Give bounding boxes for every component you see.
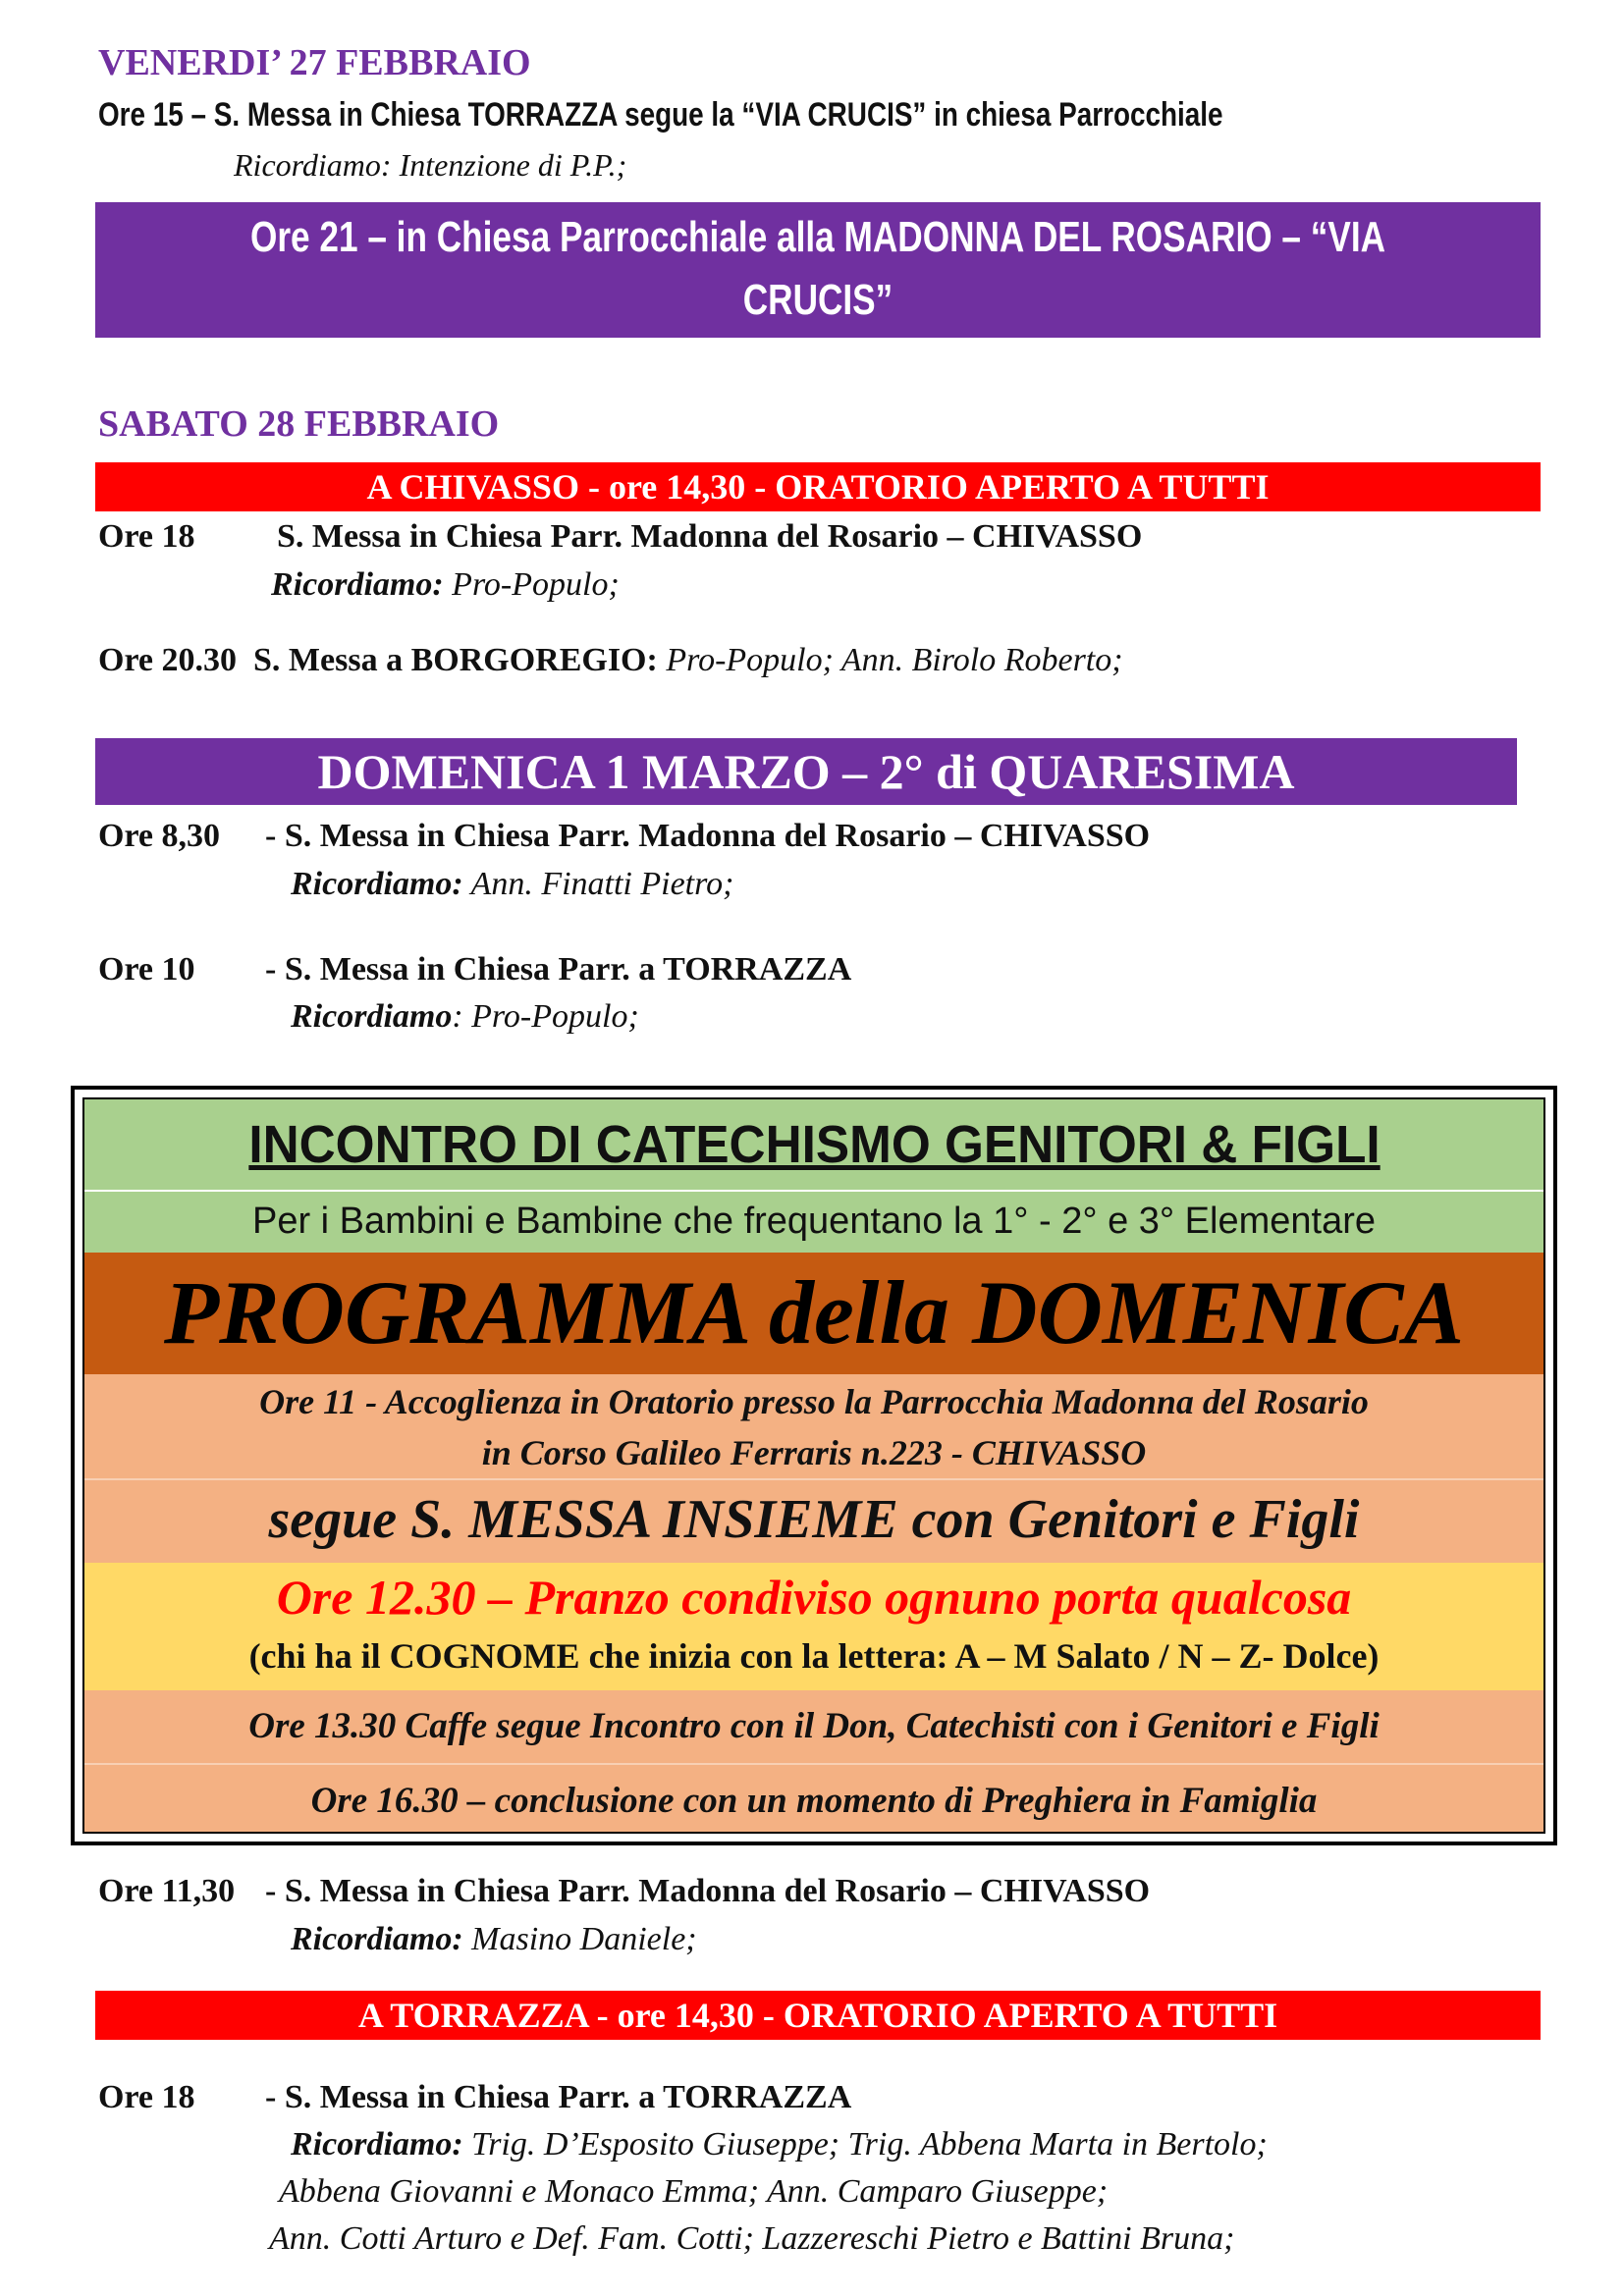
remember-label: Ricordiamo: xyxy=(291,2126,463,2163)
friday-banner-line1: Ore 21 – in Chiesa Parrocchiale alla MADONNA DEL ROSARIO – “VIA CRUCIS” xyxy=(249,213,1386,324)
sunday-mass3-remember xyxy=(291,1921,697,1958)
sunday-mass2-remember xyxy=(291,998,639,1036)
remember-label: Ricordiamo: xyxy=(291,1921,463,1957)
sunday-mass1-time: Ore 8,30 xyxy=(98,818,221,854)
program-title: PROGRAMMA della DOMENICA xyxy=(84,1253,1543,1374)
sunday-mass3-text: - S. Messa in Chiesa Parr. Madonna del Rosario – CHIVASSO xyxy=(265,1873,1151,1909)
saturday-mass1-text: S. Messa in Chiesa Parr. Madonna del Rosario – CHIVASSO xyxy=(277,518,1143,555)
catechism-subtitle: Per i Bambini e Bambine che frequentano la 1° - 2° e 3° Elementare xyxy=(84,1190,1543,1253)
remember-text: : Pro-Populo; xyxy=(452,998,639,1035)
catechism-title-band xyxy=(84,1099,1543,1190)
saturday-heading: SABATO 28 FEBBRAIO xyxy=(98,403,500,445)
remember-text: Pro-Populo; xyxy=(443,566,620,603)
saturday-mass2-text: S. Messa a BORGOREGIO: xyxy=(253,642,658,678)
catechism-inner-frame xyxy=(82,1097,1545,1834)
mass-together-line: segue S. MESSA INSIEME con Genitori e Figli xyxy=(84,1478,1543,1563)
saturday-oratory-banner: A CHIVASSO - ore 14,30 - ORATORIO APERTO A TUTTI xyxy=(95,462,1541,511)
welcome-line2: in Corso Galileo Ferraris n.223 - CHIVASSO xyxy=(481,1433,1147,1472)
coffee-line: Ore 13.30 Caffe segue Incontro con il Don, Catechisti con i Genitori e Figli xyxy=(84,1690,1543,1763)
friday-heading: VENERDI’ 27 FEBBRAIO xyxy=(98,42,531,83)
welcome-line1: Ore 11 - Accoglienza in Oratorio presso la Parrocchia Madonna del Rosario xyxy=(259,1382,1369,1421)
lunch-note: (chi ha il COGNOME che inizia con la lettera: A – M Salato / N – Z- Dolce) xyxy=(248,1636,1380,1676)
welcome-band xyxy=(84,1374,1543,1478)
sunday-mass3-time: Ore 11,30 xyxy=(98,1873,236,1909)
sunday-heading: DOMENICA 1 MARZO – 2° di QUARESIMA xyxy=(95,738,1517,805)
saturday-mass1-remember xyxy=(271,566,620,604)
sunday-mass4-remember xyxy=(291,2126,1268,2163)
remember-text: Ann. Finatti Pietro; xyxy=(462,866,734,902)
saturday-mass2-remember: Pro-Populo; Ann. Birolo Roberto; xyxy=(657,642,1123,678)
catechism-box xyxy=(71,1086,1557,1845)
sunday-mass2-text: - S. Messa in Chiesa Parr. a TORRAZZA xyxy=(265,951,852,988)
saturday-mass2 xyxy=(98,642,1123,679)
lunch-band xyxy=(84,1563,1543,1690)
sunday-mass1-text: - S. Messa in Chiesa Parr. Madonna del Rosario – CHIVASSO xyxy=(265,818,1151,854)
remember-label: Ricordiamo: xyxy=(291,866,463,902)
remember-text: Trig. D’Esposito Giuseppe; Trig. Abbena Marta in Bertolo; xyxy=(462,2126,1268,2163)
sunday-mass4-time: Ore 18 xyxy=(98,2079,195,2115)
sunday-mass2-time: Ore 10 xyxy=(98,951,195,988)
remember-label: Ricordiamo xyxy=(291,998,453,1035)
saturday-mass2-time: Ore 20.30 xyxy=(98,642,238,678)
sunday-mass4-text: - S. Messa in Chiesa Parr. a TORRAZZA xyxy=(265,2079,852,2115)
sunday-oratory-banner: A TORRAZZA - ore 14,30 - ORATORIO APERTO A TUTTI xyxy=(95,1991,1541,2040)
lunch-line: Ore 12.30 – Pranzo condiviso ognuno porta qualcosa xyxy=(276,1570,1352,1625)
friday-banner-line2: animata dai Priori Madonna del Rosario e dai Priori San Giacomo Maggiore xyxy=(284,339,1352,450)
sunday-mass4-line2: Abbena Giovanni e Monaco Emma; Ann. Camparo Giuseppe; xyxy=(279,2173,1109,2210)
remember-label: Ricordiamo: xyxy=(271,566,444,603)
friday-remember: Ricordiamo: Intenzione di P.P.; xyxy=(234,147,627,183)
closing-line: Ore 16.30 – conclusione con un momento di Preghiera in Famiglia xyxy=(84,1763,1543,1834)
sunday-mass1-remember xyxy=(291,866,733,903)
friday-mass-line: Ore 15 – S. Messa in Chiesa TORRAZZA segue la “VIA CRUCIS” in chiesa Parrocchiale xyxy=(98,96,1223,133)
sunday-mass4-line3: Ann. Cotti Arturo e Def. Fam. Cotti; Lazzereschi Pietro e Battini Bruna; xyxy=(269,2220,1235,2257)
remember-text: Masino Daniele; xyxy=(462,1921,697,1957)
catechism-title: INCONTRO DI CATECHISMO GENITORI & FIGLI xyxy=(247,1115,1380,1174)
saturday-mass1-time: Ore 18 xyxy=(98,518,195,555)
